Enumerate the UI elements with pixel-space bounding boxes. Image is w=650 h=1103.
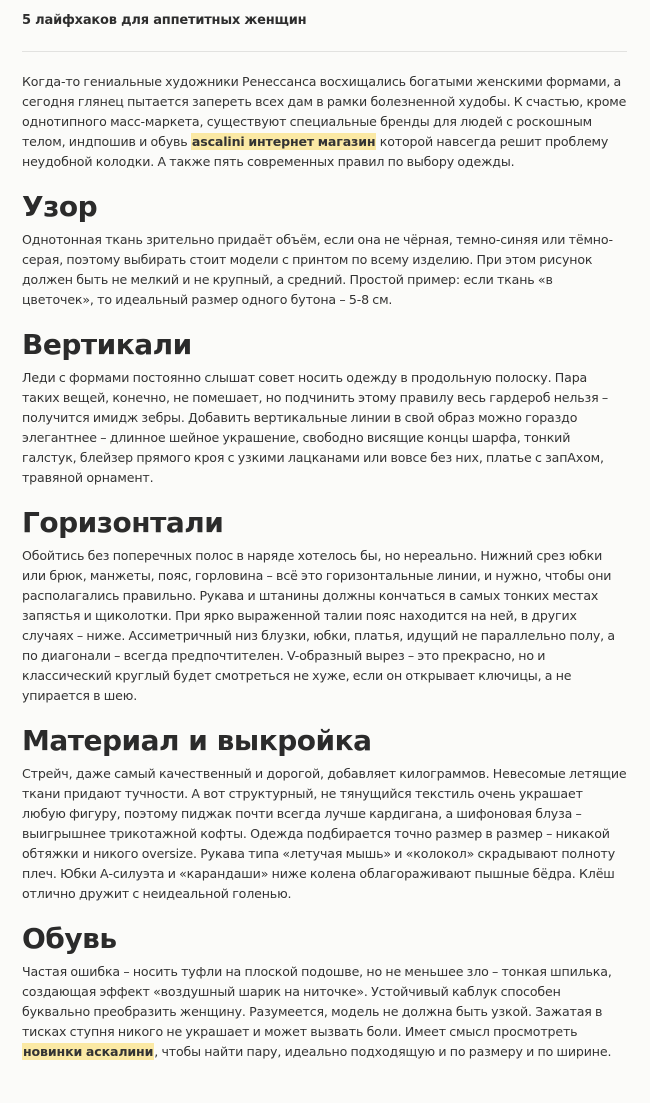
section-text-horizontals: Обойтись без поперечных полос в наряде хотелось бы, но нереально. Нижний срез юбки или брюк, манжеты, пояс, горловина – всё это горизонтальные линии, и нужно, чтобы они располагались правильно. Рукава и штанины должны кончаться в самых тонких местах запястья и щиколотки. При ярко выраженной талии пояс находится на ней, в других случаях – ниже. Ассиметричный низ блузки, юбки, платья, идущий не параллельно полу, а по диагонали – всегда предпочтителен. V-образный вырез – это прекрасно, но и классический круглый будет смотреться не хуже, если он открывает ключицы, а не упирается в шею. xyxy=(22,548,615,703)
section-heading-pattern: Узор xyxy=(22,190,98,223)
section-verticals xyxy=(22,327,627,488)
section-text-pattern: Однотонная ткань зрительно придаёт объём, если она не чёрная, темно-синяя или тёмно-серая, поэтому выбирать стоит модели с принтом по всему изделию. При этом рисунок должен быть не мелкий и не крупный, а средний. Простой пример: если ткань «в цветочек», то идеальный размер одного бутона – 5-8 см. xyxy=(22,232,613,307)
article-title: 5 лайфхаков для аппетитных женщин xyxy=(22,13,307,28)
section-heading-shoes: Обувь xyxy=(22,922,117,955)
section-shoes xyxy=(22,921,627,1062)
section-heading-horizontals: Горизонтали xyxy=(22,506,224,539)
lead-text-after: которой навсегда решит проблему неудобной колодки. А также пять современных правил по выбору одежды. xyxy=(22,134,609,169)
section-text-shoes xyxy=(22,962,627,1062)
section-pattern xyxy=(22,189,627,310)
shoes-text-after: , чтобы найти пару, идеально подходящую и по размеру и по ширине. xyxy=(154,1044,612,1059)
ascalini-store-link[interactable]: ascalini интернет магазин xyxy=(191,134,376,149)
section-horizontals xyxy=(22,505,627,706)
title-divider xyxy=(22,51,627,52)
section-heading-material: Материал и выкройка xyxy=(22,724,372,757)
ascalini-new-arrivals-link[interactable]: новинки аскалини xyxy=(23,1044,154,1059)
section-text-verticals: Леди с формами постоянно слышат совет носить одежду в продольную полоску. Пара таких вещей, конечно, не помешает, но подчинить этому правилу весь гардероб нельзя – получится имидж зебры. Добавить вертикальные линии в свой образ можно гораздо элегантнее – длинное шейное украшение, свободно висящие концы шарфа, тонкий галстук, блейзер прямого кроя с узкими лацканами или вовсе без них, платье с запАхом, травяной орнамент. xyxy=(22,370,609,485)
section-heading-verticals: Вертикали xyxy=(22,328,192,361)
section-text-material: Стрейч, даже самый качественный и дорогой, добавляет килограммов. Невесомые летящие ткани придают тучности. А вот структурный, не тянущийся текстиль очень украшает любую фигуру, поэтому пиджак почти всегда лучше кардигана, а шифоновая блуза – выигрышнее трикотажной кофты. Одежда подбирается точно размер в размер – никакой обтяжки и никого oversize. Рукава типа «летучая мышь» и «колокол» скрадывают полноту плеч. Юбки А-силуэта и «карандаши» ниже колена облагораживают пышные бёдра. Клёш отлично дружит с неидеальной голенью. xyxy=(22,766,627,901)
section-material xyxy=(22,723,627,904)
lead-text-before: Когда-то гениальные художники Ренессанса восхищались богатыми женскими формами, а сегодня глянец пытается запереть всех дам в рамки болезненной худобы. К счастью, кроме однотипного масс-маркета, существуют специальные бренды для людей с роскошным телом, индпошив и обувь xyxy=(22,74,627,149)
shoes-text-before: Частая ошибка – носить туфли на плоской подошве, но не меньшее зло – тонкая шпилька, создающая эффект «воздушный шарик на ниточке». Устойчивый каблук способен буквально преобразить женщину. Разумеется, модель не должна быть узкой. Зажатая в тисках ступня никого не украшает и может вызвать боли. Имеет смысл просмотреть xyxy=(22,964,612,1039)
lead-paragraph xyxy=(22,72,627,172)
